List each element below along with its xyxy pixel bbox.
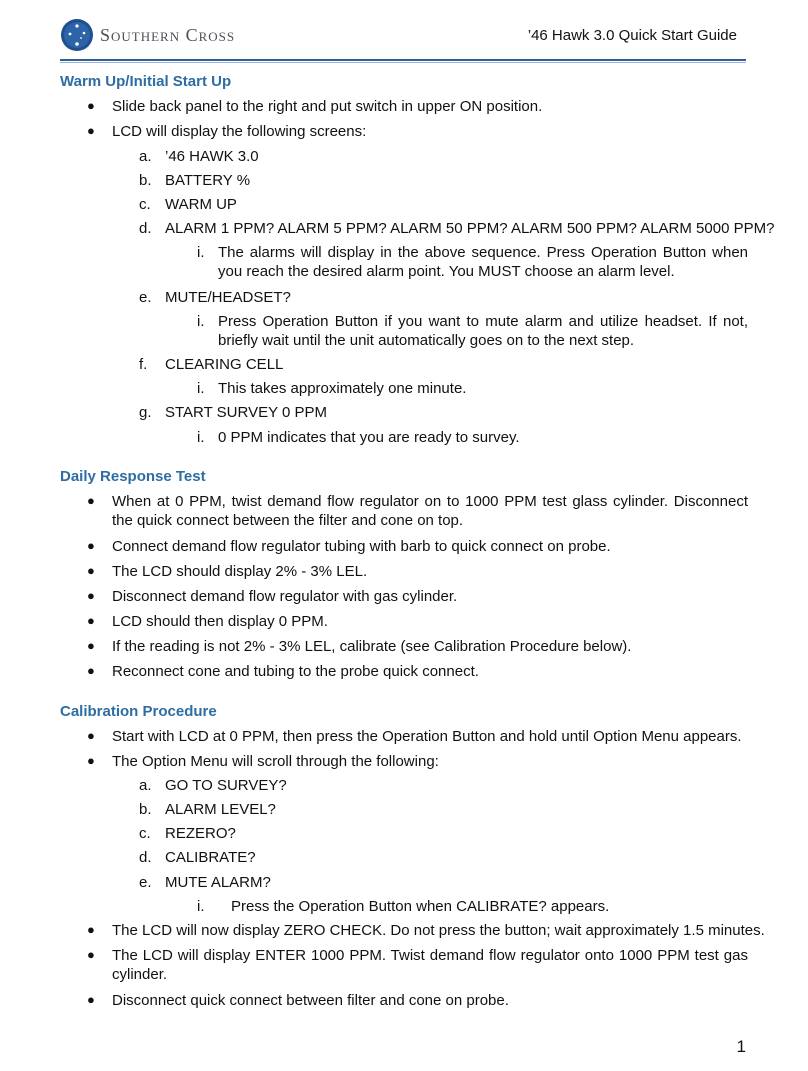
brand-name: Southern Cross [100, 24, 236, 45]
list-marker: c. [139, 825, 151, 842]
bullet-icon: ● [87, 922, 95, 937]
list-marker: c. [139, 196, 151, 213]
southern-cross-emblem-icon [60, 18, 94, 52]
list-item: Slide back panel to the right and put switch in upper ON position. [112, 98, 543, 115]
list-item: This takes approximately one minute. [218, 380, 467, 397]
list-item: The LCD will display ENTER 1000 PPM. Twist demand flow regulator onto 1000 PPM test gas cylinder. [112, 947, 748, 983]
document-title: ’46 Hawk 3.0 Quick Start Guide [527, 27, 737, 44]
list-item: START SURVEY 0 PPM [165, 404, 328, 421]
page-number: 1 [736, 1037, 746, 1056]
list-marker: a. [139, 148, 152, 165]
list-marker: b. [139, 172, 152, 189]
section-heading-calibration: Calibration Procedure [60, 703, 217, 720]
bullet-icon: ● [87, 638, 95, 653]
list-item: Press Operation Button if you want to mute alarm and utilize headset. If not, briefly wait until the unit automatically goes on to the next step. [218, 313, 748, 349]
list-marker: g. [139, 404, 152, 421]
bullet-icon: ● [87, 613, 95, 628]
company-logo [60, 18, 235, 52]
page-header [0, 0, 808, 70]
list-item: If the reading is not 2% - 3% LEL, calibrate (see Calibration Procedure below). [112, 638, 632, 655]
list-item: Disconnect demand flow regulator with gas cylinder. [112, 588, 458, 605]
list-item: Press the Operation Button when CALIBRATE? appears. [231, 898, 610, 915]
list-marker: d. [139, 849, 152, 866]
bullet-icon: ● [87, 992, 95, 1007]
list-marker: a. [139, 777, 152, 794]
list-item: ALARM LEVEL? [165, 801, 276, 818]
list-marker: e. [139, 874, 152, 891]
bullet-icon: ● [87, 947, 95, 962]
list-item: The Option Menu will scroll through the following: [112, 753, 439, 770]
section-heading-warmup: Warm Up/Initial Start Up [60, 73, 232, 90]
list-item: Disconnect quick connect between filter and cone on probe. [112, 992, 509, 1009]
bullet-icon: ● [87, 493, 95, 508]
list-item: CLEARING CELL [165, 356, 284, 373]
list-marker: i. [197, 380, 205, 397]
bullet-icon: ● [87, 98, 95, 113]
list-item: MUTE/HEADSET? [165, 289, 291, 306]
list-item: BATTERY % [165, 172, 251, 189]
list-item: The LCD should display 2% - 3% LEL. [112, 563, 368, 580]
list-item: GO TO SURVEY? [165, 777, 287, 794]
list-marker: i. [197, 313, 205, 330]
list-marker: f. [139, 356, 148, 373]
list-item: Reconnect cone and tubing to the probe quick connect. [112, 663, 479, 680]
list-item: CALIBRATE? [165, 849, 256, 866]
header-divider [60, 59, 746, 61]
list-marker: i. [197, 429, 205, 446]
bullet-icon: ● [87, 563, 95, 578]
list-marker: b. [139, 801, 152, 818]
list-item: WARM UP [165, 196, 237, 213]
list-marker: i. [197, 898, 205, 915]
list-item: When at 0 PPM, twist demand flow regulator on to 1000 PPM test glass cylinder. Disconnect the quick connect between the filter and cone on top. [112, 493, 748, 529]
list-marker: i. [197, 244, 205, 261]
list-item: The LCD will now display ZERO CHECK. Do not press the button; wait approximately 1.5 minutes. [112, 922, 765, 939]
list-item: Connect demand flow regulator tubing with barb to quick connect on probe. [112, 538, 611, 555]
list-marker: d. [139, 220, 152, 237]
list-item: MUTE ALARM? [165, 874, 271, 891]
list-item: ALARM 1 PPM? ALARM 5 PPM? ALARM 50 PPM? ALARM 500 PPM? ALARM 5000 PPM? [165, 220, 775, 237]
bullet-icon: ● [87, 538, 95, 553]
list-item: Start with LCD at 0 PPM, then press the Operation Button and hold until Option Menu appears. [112, 728, 742, 745]
section-heading-daily: Daily Response Test [60, 468, 206, 485]
list-marker: e. [139, 289, 152, 306]
list-item: The alarms will display in the above sequence. Press Operation Button when you reach the desired alarm point. You MUST choose an alarm level. [218, 244, 748, 280]
list-item: ’46 HAWK 3.0 [165, 148, 259, 165]
bullet-icon: ● [87, 753, 95, 768]
list-item: 0 PPM indicates that you are ready to survey. [218, 429, 520, 446]
header-divider-thin [60, 62, 746, 63]
bullet-icon: ● [87, 588, 95, 603]
list-item: REZERO? [165, 825, 236, 842]
list-item: LCD should then display 0 PPM. [112, 613, 328, 630]
list-item: LCD will display the following screens: [112, 123, 367, 140]
bullet-icon: ● [87, 123, 95, 138]
bullet-icon: ● [87, 663, 95, 678]
bullet-icon: ● [87, 728, 95, 743]
